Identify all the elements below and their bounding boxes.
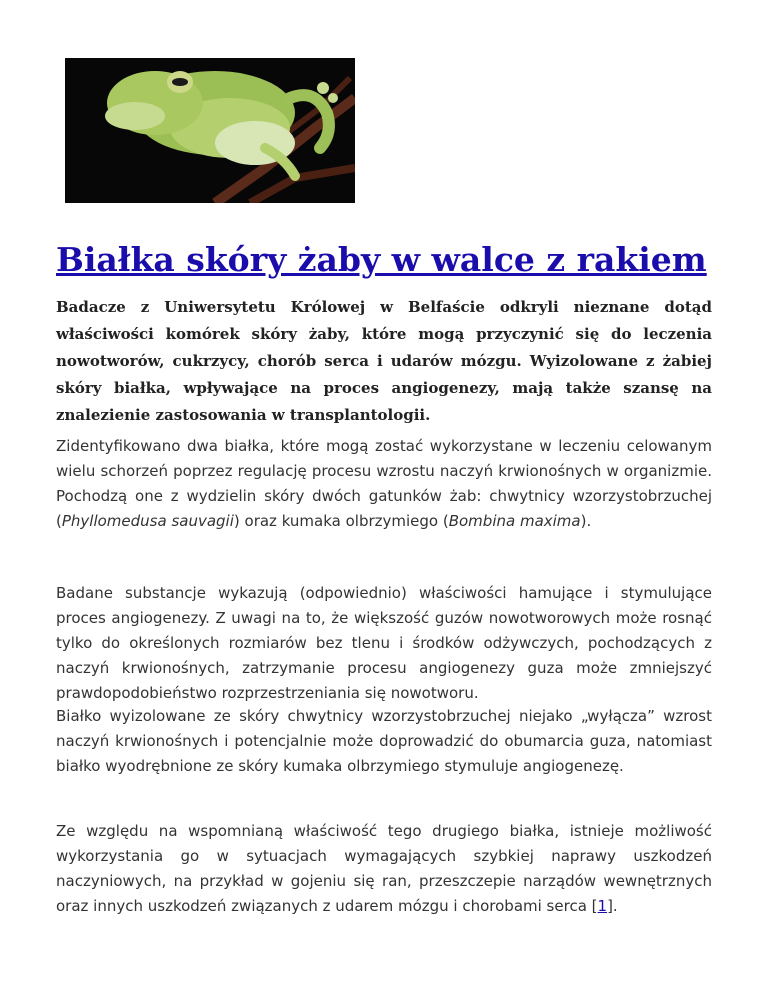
species-name: Bombina maxima bbox=[448, 512, 581, 530]
paragraph-1 bbox=[56, 434, 712, 534]
article-lead: Badacze z Uniwersytetu Królowej w Belfaście odkryli nieznane dotąd właściwości komórek skóry żaby, które mogą przyczynić się do leczenia nowotworów, cukrzycy, chorób serca i udarów mózgu. Wyizolowane z żabiej skóry białka, wpływające na proces angiogenezy, mają także szansę na znalezienie zastosowania w transplantologii. bbox=[56, 298, 712, 424]
paragraph-text: ]. bbox=[607, 897, 618, 915]
paragraph-2: Badane substancje wykazują (odpowiednio) właściwości hamujące i stymulujące proces angiogenezy. Z uwagi na to, że większość guzów nowotworowych może rosnąć tylko do określonych rozmiarów bez tlenu i środków odżywczych, pochodzących z naczyń krwionośnych, zatrzymanie procesu angiogenezy guza może zmniejszyć prawdopodobieństwo rozprzestrzeniania się nowotworu. bbox=[56, 584, 712, 702]
species-name: Phyllomedusa sauvagii bbox=[61, 512, 234, 530]
frog-photo bbox=[65, 58, 355, 203]
frog-icon bbox=[65, 58, 355, 203]
paragraph-text: Ze względu na wspomnianą właściwość tego drugiego białka, istnieje możliwość wykorzystania go w sytuacjach wymagających szybkiej naprawy uszkodzeń naczyniowych, na przykład w gojeniu się ran, przeszczepie narządów wewnętrznych oraz innych uszkodzeń związanych z udarem mózgu i chorobami serca [ bbox=[56, 822, 712, 915]
paragraph-text: ). bbox=[580, 512, 592, 530]
paragraph-text: Zidentyfikowano dwa białka, które mogą zostać wykorzystane w leczeniu celowanym wielu schorzeń poprzez regulację procesu wzrostu naczyń krwionośnych w organizmie. Pochodzą one z wydzielin skóry dwóch gatunków żab: chwytnicy wzorzystobrzuchej ( bbox=[56, 437, 712, 530]
paragraph-3: Białko wyizolowane ze skóry chwytnicy wzorzystobrzuchej niejako „wyłącza” wzrost naczyń krwionośnych i potencjalnie może doprowadzić do obumarcia guza, natomiast białko wyodrębnione ze skóry kumaka olbrzymiego stymuluje angiogenezę. bbox=[56, 707, 712, 775]
paragraph-4 bbox=[56, 819, 712, 919]
reference-link[interactable]: 1 bbox=[597, 897, 608, 915]
paragraph-text: ) oraz kumaka olbrzymiego ( bbox=[233, 512, 449, 530]
article-title[interactable]: Białka skóry żaby w walce z rakiem bbox=[56, 240, 707, 279]
